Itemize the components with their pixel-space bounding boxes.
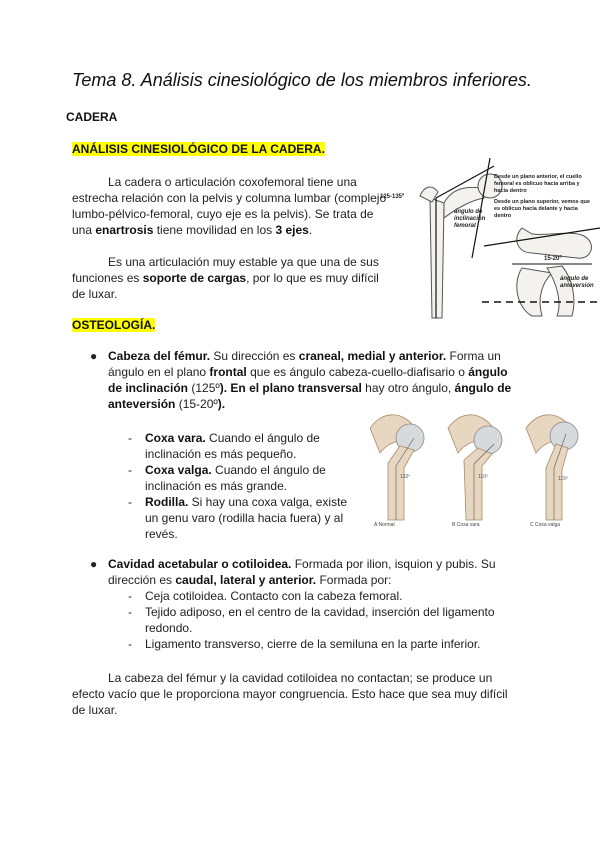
femur-top-shape: [517, 228, 592, 258]
femur-line3: de inclinación (125º). En el plano transversal hay otro ángulo, ángulo de: [108, 381, 512, 395]
rodilla-line3: revés.: [145, 527, 178, 541]
para2-line1: Es una articulación muy estable ya que una de sus: [108, 255, 379, 269]
condyle-left-shape: [517, 268, 552, 316]
bullet-dot: ●: [90, 557, 98, 571]
note2-line3: dentro: [494, 213, 512, 219]
angle-b: 110º: [478, 474, 488, 480]
bullet-dot: ●: [90, 349, 98, 363]
ante-label-2: anteversión: [560, 283, 594, 289]
angle-c: 115º: [558, 476, 568, 482]
section-heading-cadera: CADERA: [66, 110, 118, 124]
angle-label: 125-135º: [380, 194, 405, 200]
caption-b: B Coxa vara: [452, 522, 480, 528]
note1-line1: Desde un plano anterior, el cuello: [494, 174, 582, 180]
femur-line1: Cabeza del fémur. Su dirección es craneal, medial y anterior. Forma un: [108, 349, 501, 363]
page-title: Tema 8. Análisis cinesiológico de los miembros inferiores.: [72, 70, 532, 90]
para1-line3: lumbo-pélvico-femoral, cuyo eje es la pelvis). Se trata de: [72, 207, 374, 221]
angle-a: 132º: [400, 474, 411, 480]
para1-line2: estrecha relación con la pelvis y columna lumbar (complejo: [72, 191, 387, 205]
coxa-valga-line1: Coxa valga. Cuando el ángulo de: [145, 463, 326, 477]
cavidad-item-cont: redondo.: [145, 621, 193, 635]
heading-analisis-text: ANÁLISIS CINESIOLÓGICO DE LA CADERA.: [72, 142, 325, 156]
note2-line2: es oblicuo hacia delante y hacia: [494, 206, 578, 212]
final-line1: La cabeza del fémur y la cavidad cotiloidea no contactan; se produce un: [108, 671, 493, 685]
femur-angles-figure: [372, 158, 600, 324]
cavidad-line1: Cavidad acetabular o cotiloidea. Formada por ilion, isquion y pubis. Su: [108, 557, 496, 571]
femur-normal: [370, 415, 424, 528]
coxa-valga-line2: inclinación es más grande.: [145, 479, 288, 493]
dash: -: [128, 605, 132, 619]
note1-line2: femoral es oblicuo hacia arriba y: [494, 181, 580, 187]
femur-vara: [448, 415, 502, 528]
femur-line4: anteversión (15-20º).: [108, 397, 226, 411]
final-line3: de luxar.: [72, 703, 118, 717]
cavidad-item: Tejido adiposo, en el centro de la cavidad, inserción del ligamento: [145, 605, 495, 619]
note1-line3: hacia dentro: [494, 188, 527, 194]
rodilla-line1: Rodilla. Si hay una coxa valga, existe: [145, 495, 348, 509]
coxa-vara-line2: inclinación es más pequeño.: [145, 447, 297, 461]
note2-line1: Desde un plano superior, vemos que: [494, 199, 590, 205]
cavidad-item: Ligamento transverso, cierre de la semiluna en la parte inferior.: [145, 637, 481, 651]
incl-label-2: inclinación: [454, 216, 486, 222]
coxa-vara-line1: Coxa vara. Cuando el ángulo de: [145, 431, 320, 445]
caption-c: C Coxa valga: [530, 522, 561, 528]
dash: -: [128, 495, 132, 509]
caption-a: A Normal: [374, 522, 395, 528]
dash: -: [128, 589, 132, 603]
ante-angle-label: 15-20º: [544, 256, 562, 262]
cavidad-item: Ceja cotiloidea. Contacto con la cabeza femoral.: [145, 589, 403, 603]
incl-label-3: femoral: [454, 223, 476, 229]
final-line2: efecto vacío que le proporciona mayor congruencia. Esto hace que sea muy difícil: [72, 687, 508, 701]
femur-valga: [526, 415, 578, 528]
rodilla-line2: un genu varo (rodilla hacia fuera) y al: [145, 511, 344, 525]
para2-line3: de luxar.: [72, 287, 118, 301]
dash: -: [128, 431, 132, 445]
cavidad-line2: dirección es caudal, lateral y anterior. Formada por:: [108, 573, 392, 587]
para2-line2: funciones es soporte de cargas, por lo que es muy difícil: [72, 271, 379, 285]
heading-analisis: [72, 142, 325, 156]
condyle-right-shape: [547, 266, 574, 316]
incl-label-1: ángulo de: [454, 209, 483, 215]
femur-line2: ángulo en el plano frontal que es ángulo cabeza-cuello-diafisario o ángulo: [108, 365, 508, 379]
coxa-figure: [370, 408, 598, 530]
heading-osteologia-text: OSTEOLOGÍA.: [72, 318, 156, 332]
dash: -: [128, 463, 132, 477]
dash: -: [128, 637, 132, 651]
para1-line1: La cadera o articulación coxofemoral tiene una: [108, 175, 357, 189]
heading-osteologia: [72, 318, 155, 332]
ante-label-1: ángulo de: [560, 276, 589, 282]
femur-shaft-shape: [430, 198, 444, 318]
para1-line4: una enartrosis tiene movilidad en los 3 ejes.: [72, 223, 313, 237]
